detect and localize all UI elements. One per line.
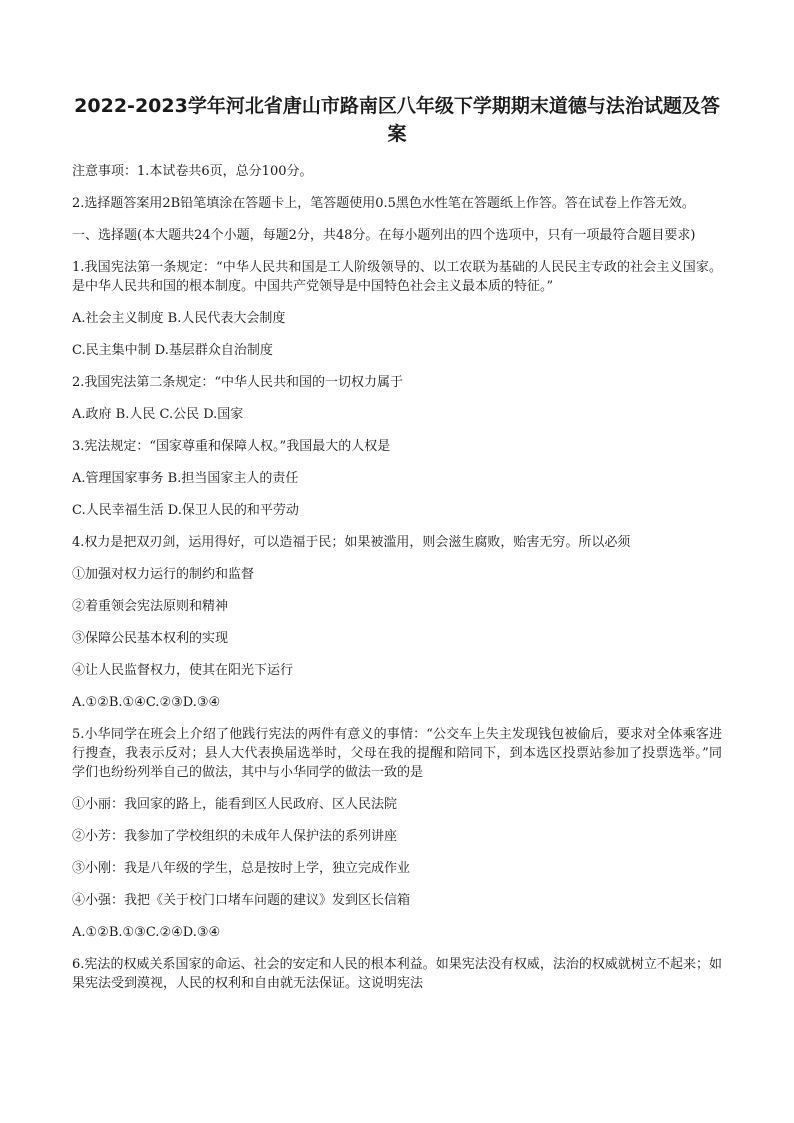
statement-item: ④让人民监督权力，使其在阳光下运行 (72, 663, 294, 678)
answer-options: A.①②B.①④C.②③D.③④ (72, 695, 221, 710)
question-stem: 5.小华同学在班会上介绍了他践行宪法的两件有意义的事情：“公交车上失主发现钱包被偷后，要求对全体乘客进行搜查，我表示反对；县人大代表换届选举时，父母在我的提醒和陪同下，到本选区投票站参加了投票选举。”同学们也纷纷列举自己的做法，其中与小华同学的做法一致的是 (72, 727, 722, 780)
statement-item: ④小强：我把《关于校门口堵车问题的建议》发到区长信箱 (72, 893, 411, 908)
statement-item: ②着重领会宪法原则和精神 (72, 599, 229, 614)
question-stem: 3.宪法规定：“国家尊重和保障人权。”我国最大的人权是 (72, 439, 391, 454)
answer-options: A.管理国家事务 B.担当国家主人的责任 (72, 471, 299, 486)
question-stem: 2.我国宪法第二条规定：“中华人民共和国的一切权力属于 (72, 375, 404, 390)
statement-item: ③保障公民基本权利的实现 (72, 631, 229, 646)
question-stem: 4.权力是把双刃剑，运用得好，可以造福于民；如果被滥用，则会滋生腐败，贻害无穷。所以必须 (72, 535, 631, 550)
statement-item: ①加强对权力运行的制约和监督 (72, 567, 255, 582)
answer-options: A.①②B.①③C.②④D.③④ (72, 925, 221, 940)
answer-options: A.政府 B.人民 C.公民 D.国家 (72, 407, 244, 422)
document-title: 2022-2023学年河北省唐山市路南区八年级下学期期末道德与法治试题及答案 (74, 95, 720, 145)
answer-options: C.人民幸福生活 D.保卫人民的和平劳动 (72, 503, 299, 518)
statement-item: ②小芳：我参加了学校组织的未成年人保护法的系列讲座 (72, 829, 398, 844)
notice-line: 2.选择题答案用2B铅笔填涂在答题卡上，笔答题使用0.5黑色水性笔在答题纸上作答。答在试卷上作答无效。 (72, 196, 695, 211)
statement-item: ③小刚：我是八年级的学生，总是按时上学，独立完成作业 (72, 861, 411, 876)
question-stem: 1.我国宪法第一条规定：“中华人民共和国是工人阶级领导的、以工农联为基础的人民民主专政的社会主义国家。是中华人民共和国的根本制度。中国共产党领导是中国特色社会主义最本质的特征。” (72, 260, 722, 294)
answer-options: A.社会主义制度 B.人民代表大会制度 (72, 311, 286, 326)
question-stem: 6.宪法的权威关系国家的命运、社会的安定和人民的根本利益。如果宪法没有权威，法治的权威就树立不起来；如果宪法受到漠视，人民的权利和自由就无法保证。这说明宪法 (72, 957, 722, 991)
notice-line: 注意事项：1.本试卷共6页，总分100分。 (72, 164, 313, 179)
section-heading: 一、选择题(本大题共24个小题，每题2分，共48分。在每小题列出的四个选项中，只有一项最符合题目要求) (72, 228, 696, 243)
answer-options: C.民主集中制 D.基层群众自治制度 (72, 343, 273, 358)
statement-item: ①小丽：我回家的路上，能看到区人民政府、区人民法院 (72, 797, 398, 812)
